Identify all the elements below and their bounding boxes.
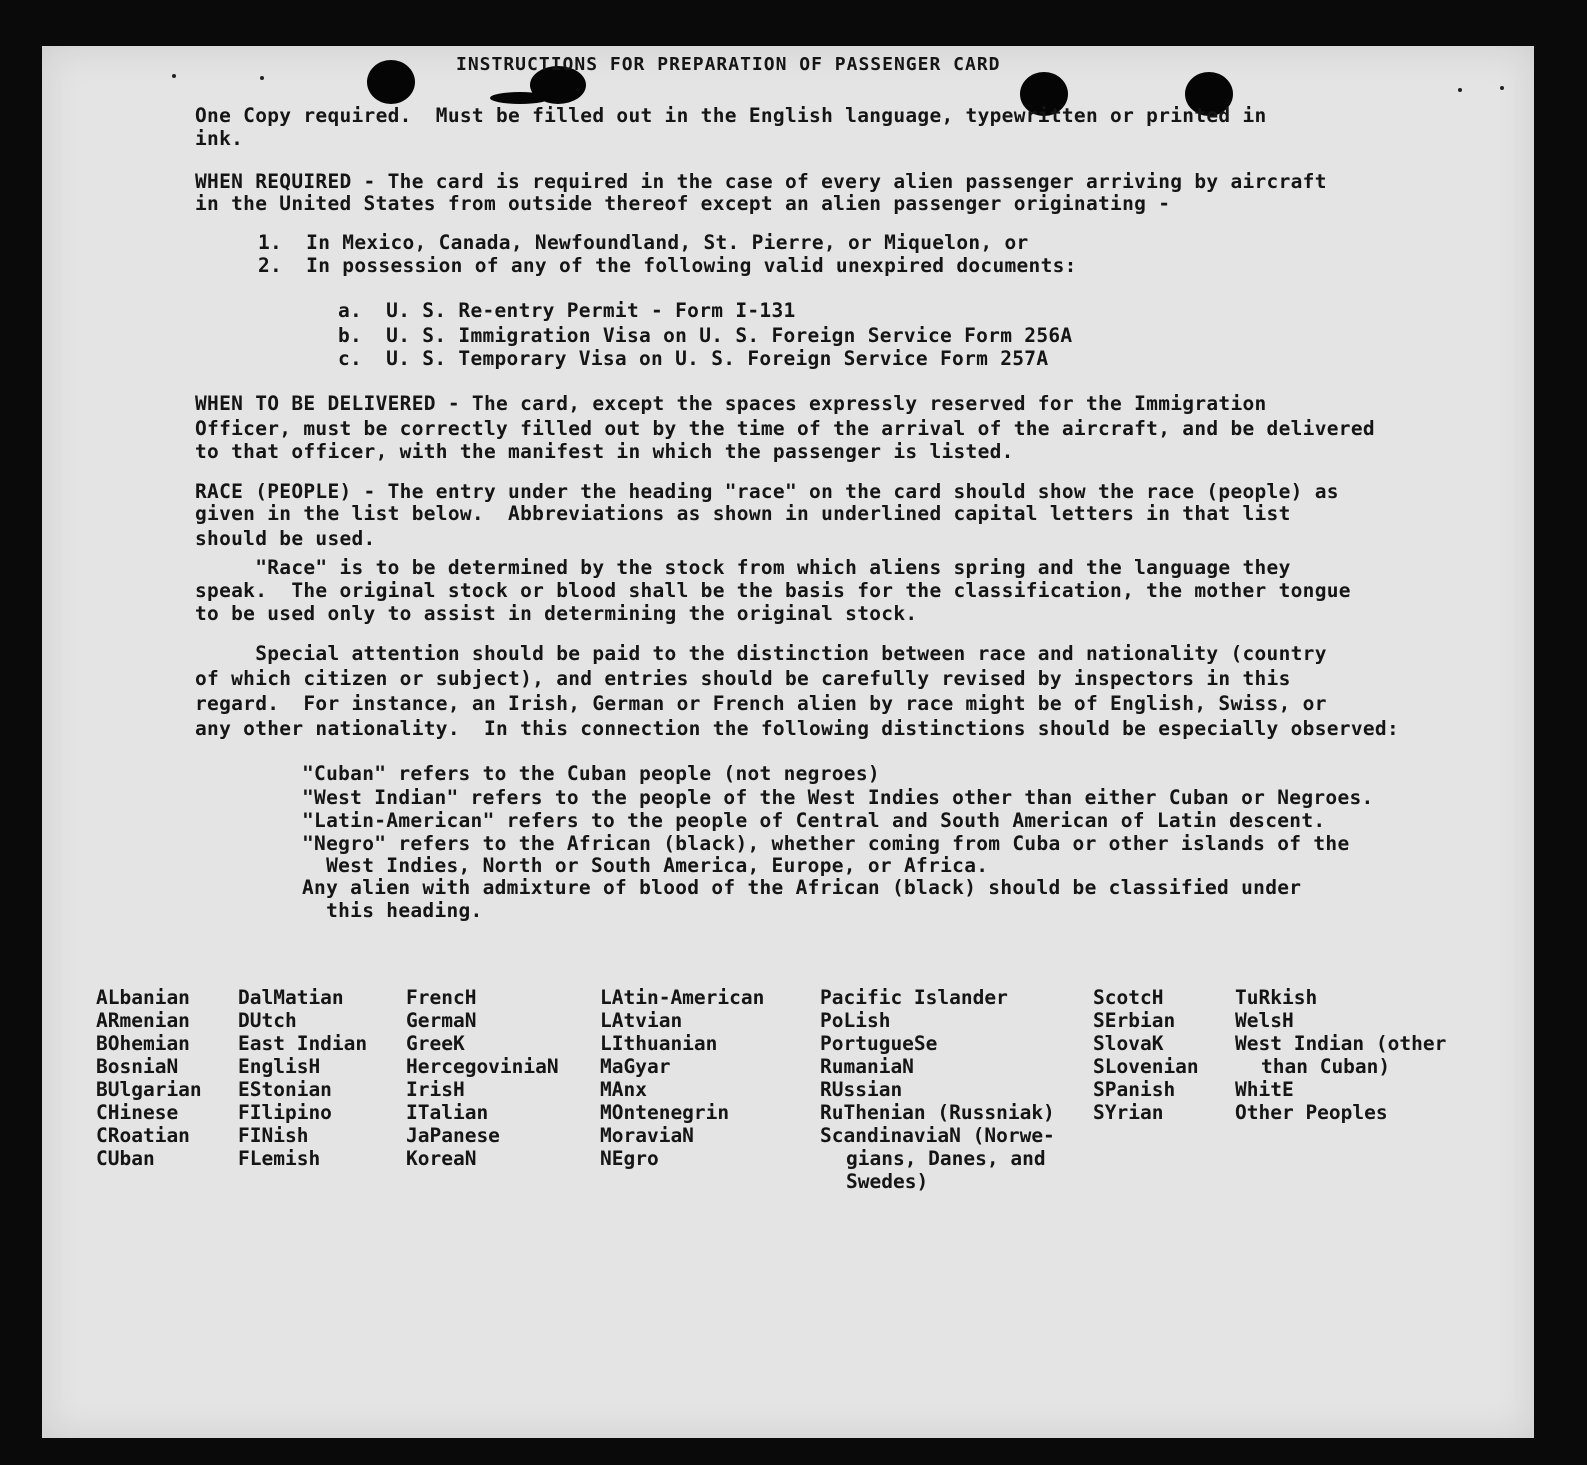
race-item: LAtin-American	[600, 986, 765, 1009]
intro-line-2: ink.	[195, 127, 244, 150]
race-item: MaGyar	[600, 1055, 671, 1078]
race-item: MAnx	[600, 1078, 647, 1101]
race-item: Pacific Islander	[820, 986, 1008, 1009]
numbered-item-2: 2. In possession of any of the following valid unexpired documents:	[258, 254, 1077, 277]
race-column-3	[406, 986, 559, 1170]
race-item: East Indian	[238, 1032, 368, 1055]
race-item: RumaniaN	[820, 1055, 914, 1078]
speck	[260, 76, 264, 80]
special-1: Special attention should be paid to the distinction between race and nationality (country	[195, 642, 1327, 665]
race-item: Swedes)	[846, 1170, 929, 1193]
ink-blot	[490, 92, 550, 104]
race-para-1: RACE (PEOPLE) - The entry under the heading "race" on the card should show the race (people) as	[195, 480, 1339, 503]
race-item: CRoatian	[96, 1124, 190, 1147]
race-item: KoreaN	[406, 1147, 477, 1170]
distinction-5: West Indies, North or South America, Europe, or Africa.	[302, 854, 989, 877]
speck	[1458, 88, 1462, 92]
race-item: ARmenian	[96, 1009, 190, 1032]
race-item: gians, Danes, and	[846, 1147, 1046, 1170]
race-def-2: speak. The original stock or blood shall be the basis for the classification, the mother tongue	[195, 579, 1351, 602]
race-def-3: to be used only to assist in determining the original stock.	[195, 602, 918, 625]
intro-line-1: One Copy required. Must be filled out in the English language, typewritten or printed in	[195, 104, 1267, 127]
distinction-1: "Cuban" refers to the Cuban people (not negroes)	[302, 762, 880, 785]
race-item: CUban	[96, 1147, 155, 1170]
race-item: ScotcH	[1093, 986, 1164, 1009]
special-3: regard. For instance, an Irish, German or French alien by race might be of English, Swiss, or	[195, 692, 1327, 715]
race-item: BUlgarian	[96, 1078, 202, 1101]
race-column-4	[600, 986, 764, 1170]
race-column-2	[238, 986, 367, 1170]
race-item: ScandinaviaN (Norwe-	[820, 1124, 1055, 1147]
punch-hole	[367, 60, 415, 104]
race-item: LAtvian	[600, 1009, 683, 1032]
race-item: JaPanese	[406, 1124, 500, 1147]
race-item: BosniaN	[96, 1055, 179, 1078]
when-required-1: WHEN REQUIRED - The card is required in the case of every alien passenger arriving by aircraft	[195, 170, 1327, 193]
race-item: IrisH	[406, 1078, 465, 1101]
numbered-item-1: 1. In Mexico, Canada, Newfoundland, St. Pierre, or Miquelon, or	[258, 231, 1029, 254]
page-title: INSTRUCTIONS FOR PREPARATION OF PASSENGER CARD	[456, 54, 1001, 75]
race-item: MoraviaN	[600, 1124, 694, 1147]
when-delivered-3: to that officer, with the manifest in which the passenger is listed.	[195, 440, 1014, 463]
race-item: GreeK	[406, 1032, 465, 1055]
race-item: than Cuban)	[1261, 1055, 1391, 1078]
race-item: EnglisH	[238, 1055, 321, 1078]
lettered-item-b: b. U. S. Immigration Visa on U. S. Foreign Service Form 256A	[338, 324, 1073, 347]
speck	[1500, 86, 1504, 90]
race-item: LIthuanian	[600, 1032, 718, 1055]
race-item: FIlipino	[238, 1101, 332, 1124]
race-item: Other Peoples	[1235, 1101, 1388, 1124]
when-required-2: in the United States from outside thereof except an alien passenger originating -	[195, 192, 1171, 215]
race-item: WelsH	[1235, 1009, 1294, 1032]
special-2: of which citizen or subject), and entries should be carefully revised by inspectors in this	[195, 667, 1291, 690]
race-item: ITalian	[406, 1101, 489, 1124]
distinction-2: "West Indian" refers to the people of the West Indies other than either Cuban or Negroes.	[302, 786, 1374, 809]
race-item: DalMatian	[238, 986, 344, 1009]
race-item: HercegoviniaN	[406, 1055, 559, 1078]
race-item: PoLish	[820, 1009, 891, 1032]
race-item: SYrian	[1093, 1101, 1164, 1124]
race-item: SPanish	[1093, 1078, 1176, 1101]
distinction-7: this heading.	[302, 899, 483, 922]
lettered-item-c: c. U. S. Temporary Visa on U. S. Foreign Service Form 257A	[338, 347, 1049, 370]
race-item: TuRkish	[1235, 986, 1318, 1009]
distinction-3: "Latin-American" refers to the people of Central and South American of Latin descent.	[302, 809, 1326, 832]
race-para-2: given in the list below. Abbreviations as shown in underlined capital letters in that list	[195, 502, 1291, 525]
when-delivered-1: WHEN TO BE DELIVERED - The card, except the spaces expressly reserved for the Immigration	[195, 392, 1267, 415]
race-item: WhitE	[1235, 1078, 1294, 1101]
race-item: GermaN	[406, 1009, 477, 1032]
race-item: FLemish	[238, 1147, 321, 1170]
distinction-4: "Negro" refers to the African (black), whether coming from Cuba or other islands of the	[302, 832, 1350, 855]
race-item: CHinese	[96, 1101, 179, 1124]
special-4: any other nationality. In this connection the following distinctions should be especially observed:	[195, 717, 1399, 740]
race-item: West Indian (other	[1235, 1032, 1447, 1055]
race-item: FINish	[238, 1124, 309, 1147]
race-item: FrencH	[406, 986, 477, 1009]
race-item: NEgro	[600, 1147, 659, 1170]
race-para-3: should be used.	[195, 527, 376, 550]
race-item: MOntenegrin	[600, 1101, 730, 1124]
race-item: PortugueSe	[820, 1032, 938, 1055]
race-item: SlovaK	[1093, 1032, 1164, 1055]
race-item: BOhemian	[96, 1032, 190, 1055]
when-delivered-2: Officer, must be correctly filled out by the time of the arrival of the aircraft, and be delivered	[195, 417, 1375, 440]
race-item: DUtch	[238, 1009, 297, 1032]
speck	[172, 74, 176, 78]
race-item: RuThenian (Russniak)	[820, 1101, 1055, 1124]
race-item: SErbian	[1093, 1009, 1176, 1032]
race-item: RUssian	[820, 1078, 903, 1101]
lettered-item-a: a. U. S. Re-entry Permit - Form I-131	[338, 299, 796, 322]
race-item: ALbanian	[96, 986, 190, 1009]
race-column-1	[96, 986, 202, 1170]
race-column-7	[1235, 986, 1446, 1124]
race-def-1: "Race" is to be determined by the stock from which aliens spring and the language they	[195, 556, 1291, 579]
race-item: SLovenian	[1093, 1055, 1199, 1078]
distinction-6: Any alien with admixture of blood of the African (black) should be classified under	[302, 876, 1302, 899]
race-item: EStonian	[238, 1078, 332, 1101]
race-column-5	[820, 986, 1055, 1193]
race-column-6	[1093, 986, 1199, 1124]
